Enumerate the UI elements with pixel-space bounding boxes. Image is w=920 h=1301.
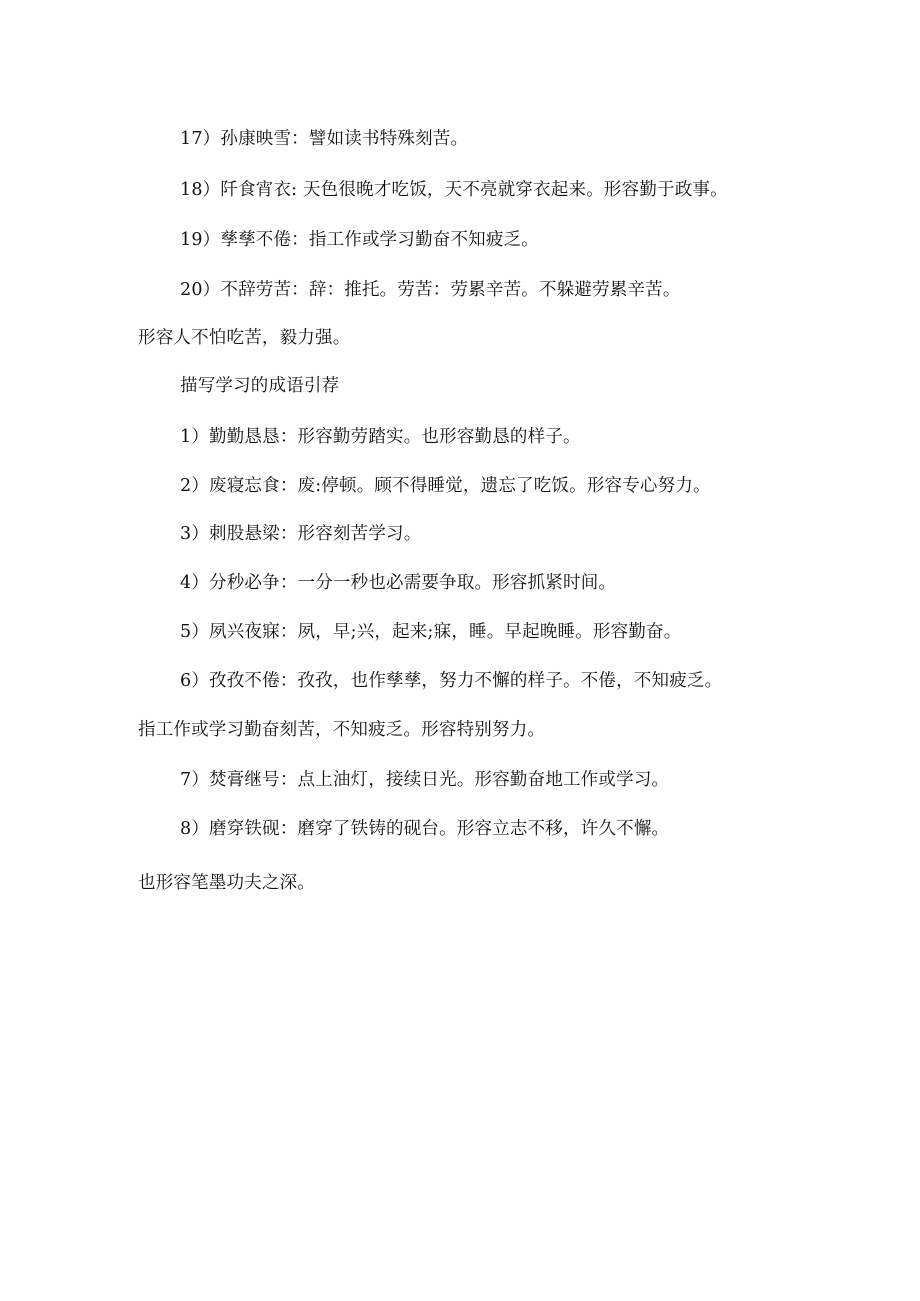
idiom-19: 19）孳孳不倦：指工作或学习勤奋不知疲乏。	[180, 230, 539, 250]
idiom-8: 8）磨穿铁砚：磨穿了铁铸的砚台。形容立志不移，许久不懈。	[180, 819, 670, 839]
section-heading: 描写学习的成语引荐	[180, 376, 340, 396]
idiom-6: 6）孜孜不倦：孜孜，也作孳孳，努力不懈的样子。不倦，不知疲乏。	[180, 671, 723, 691]
idiom-4: 4）分秒必争：一分一秒也必需要争取。形容抓紧时间。	[180, 573, 617, 593]
idiom-7: 7）焚膏继号：点上油灯，接续日光。形容勤奋地工作或学习。	[180, 770, 670, 790]
idiom-6-continued: 指工作或学习勤奋刻苦，不知疲乏。形容特别努力。	[138, 720, 546, 740]
idiom-17: 17）孙康映雪：譬如读书特殊刻苦。	[180, 129, 469, 149]
idiom-5: 5）夙兴夜寐：夙，早;兴，起来;寐，睡。早起晚睡。形容勤奋。	[180, 622, 682, 642]
idiom-3: 3）刺股悬梁：形容刻苦学习。	[180, 524, 422, 544]
idiom-18: 18）阡食宵衣: 天色很晚才吃饭，天不亮就穿衣起来。形容勤于政事。	[180, 180, 728, 200]
idiom-2: 2）废寝忘食：废:停顿。顾不得睡觉，遗忘了吃饭。形容专心努力。	[180, 476, 711, 496]
idiom-8-continued: 也形容笔墨功夫之深。	[138, 873, 315, 893]
idiom-1: 1）勤勤恳恳：形容勤劳踏实。也形容勤恳的样子。	[180, 427, 581, 447]
idiom-20: 20）不辞劳苦：辞：推托。劳苦：劳累辛苦。不躲避劳累辛苦。	[180, 280, 681, 300]
idiom-20-continued: 形容人不怕吃苦，毅力强。	[138, 328, 351, 348]
